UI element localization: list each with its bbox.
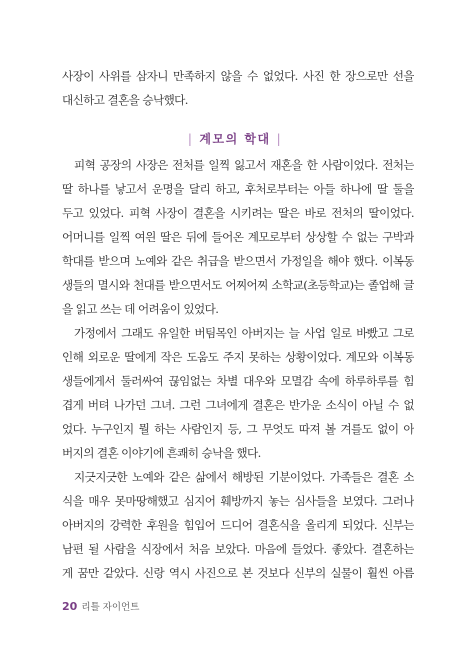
text-line: 피혁 공장의 사장은 전처를 일찍 잃고서 재혼을 한 사람이었다. 전처는 bbox=[74, 158, 414, 172]
section-heading bbox=[0, 130, 470, 147]
text-line: 생들에게서 둘러싸여 끊임없는 차별 대우와 모멸감 속에 하루하루를 힘 bbox=[62, 374, 414, 388]
text-line: 아버지의 강력한 후원을 힘입어 드디어 결혼식을 올리게 되었다. 신부는 bbox=[62, 518, 414, 532]
text-line: 을 읽고 쓰는 데 어려움이 있었다. bbox=[62, 302, 219, 316]
book-title: 리틀 자이언트 bbox=[81, 602, 140, 613]
text-line: 겹게 버텨 나가던 그녀. 그런 그녀에게 결혼은 반가운 소식이 아닐 수 없 bbox=[62, 398, 414, 412]
text-line: 버지의 결혼 이야기에 흔쾌히 승낙을 했다. bbox=[62, 446, 261, 460]
heading-bar-right: | bbox=[276, 132, 283, 146]
text-line: 어머니를 일찍 여읜 딸은 뒤에 들어온 계모로부터 상상할 수 없는 구박과 bbox=[62, 230, 414, 244]
text-line: 인해 외로운 딸에게 작은 도움도 주지 못하는 상황이었다. 계모와 이복동 bbox=[62, 350, 414, 364]
text-line: 두고 있었다. 피혁 사장이 결혼을 시키려는 딸은 바로 전처의 딸이었다. bbox=[62, 206, 414, 220]
text-line: 었다. 누구인지 뭘 하는 사람인지 등, 그 무엇도 따져 볼 겨를도 없이 아 bbox=[62, 422, 414, 436]
text-line: 사장이 사위를 삼자니 만족하지 않을 수 없었다. 사진 한 장으로만 선을 bbox=[62, 69, 414, 83]
heading-bar-left: | bbox=[187, 132, 194, 146]
text-line: 딸 하나를 낳고서 운명을 달리 하고, 후처로부터는 아들 하나에 딸 둘을 bbox=[62, 182, 414, 196]
text-line: 남편 될 사람을 식장에서 처음 보았다. 마음에 들었다. 좋았다. 결혼하는 bbox=[62, 542, 414, 556]
page-footer bbox=[62, 599, 139, 613]
text-line: 대신하고 결혼을 승낙했다. bbox=[62, 93, 188, 107]
text-line: 가정에서 그래도 유일한 버팀목인 아버지는 늘 사업 일로 바빴고 그로 bbox=[74, 326, 414, 340]
text-line: 지긋지긋한 노예와 같은 삶에서 해방된 기분이었다. 가족들은 결혼 소 bbox=[74, 470, 414, 484]
text-line: 식을 매우 못마땅해했고 심지어 훼방까지 놓는 심사들을 보였다. 그러나 bbox=[62, 494, 414, 508]
text-line: 게 꿈만 같았다. 신랑 역시 사진으로 본 것보다 신부의 실물이 훨씬 아름 bbox=[62, 566, 414, 580]
text-line: 생들의 멸시와 천대를 받으면서도 어찌어찌 소학교(초등학교)는 졸업해 글 bbox=[62, 278, 414, 292]
text-line: 학대를 받으며 노예와 같은 취급을 받으면서 가정일을 해야 했다. 이복동 bbox=[62, 254, 414, 268]
section-heading-text: 계모의 학대 bbox=[199, 132, 271, 146]
page-number: 20 bbox=[62, 600, 78, 613]
